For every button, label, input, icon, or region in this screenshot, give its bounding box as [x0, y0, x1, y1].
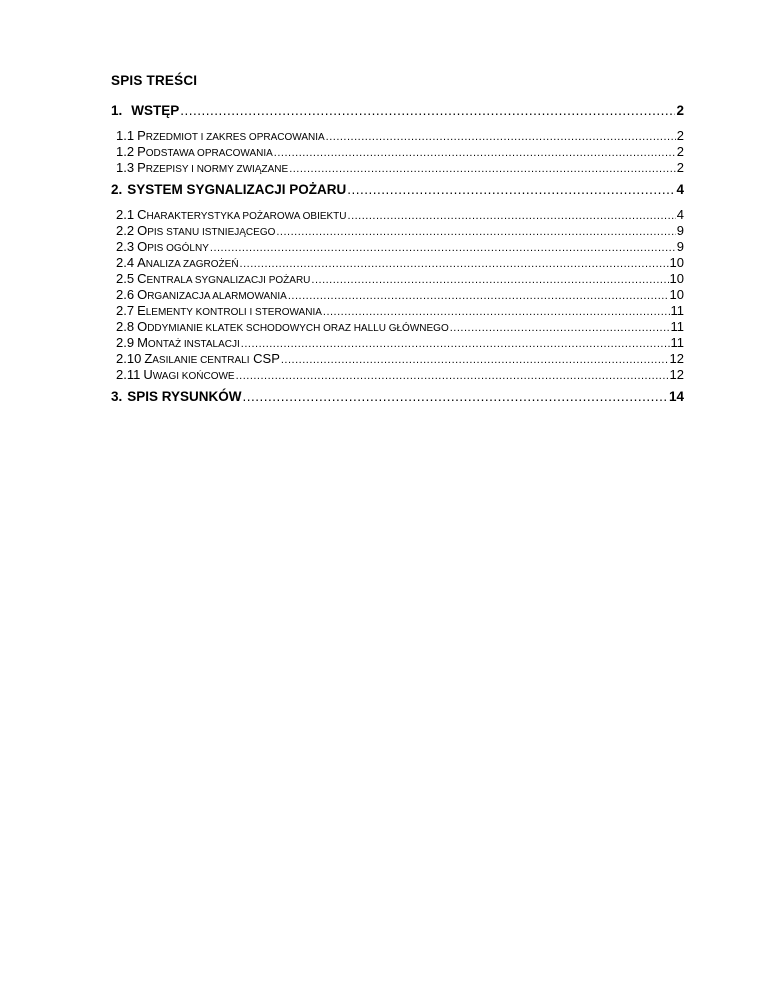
page-number: 10 — [669, 271, 684, 286]
dot-leader — [243, 389, 668, 404]
item-title: PRZEPISY I NORMY ZWIĄZANE — [137, 160, 289, 175]
dot-leader — [450, 322, 670, 334]
section-title: SPIS RYSUNKÓW — [127, 389, 242, 404]
page-number: 12 — [669, 351, 684, 366]
page-number: 4 — [676, 182, 684, 197]
toc-item-2-6[interactable] — [116, 287, 684, 302]
toc-item-2-9[interactable] — [116, 335, 684, 350]
page-number: 11 — [670, 303, 684, 318]
dot-leader — [236, 370, 669, 382]
item-title: ORGANIZACJA ALARMOWANIA — [137, 287, 287, 302]
item-title: OPIS STANU ISTNIEJĄCEGO — [137, 223, 276, 238]
toc-item-1-3[interactable] — [116, 160, 684, 175]
item-number: 1.3 — [116, 160, 135, 175]
item-number: 2.8 — [116, 319, 135, 334]
page-number: 14 — [668, 389, 684, 404]
section-title: WSTĘP — [131, 103, 180, 118]
toc-item-2-4[interactable] — [116, 255, 684, 270]
page-number: 9 — [676, 223, 684, 238]
toc-item-2-2[interactable] — [116, 223, 684, 238]
item-title: CHARAKTERYSTYKA POŻAROWA OBIEKTU — [137, 207, 347, 222]
page-number: 10 — [669, 287, 684, 302]
item-title: PODSTAWA OPRACOWANIA — [137, 144, 273, 159]
page-number: 2 — [676, 144, 684, 159]
item-title: ELEMENTY KONTROLI I STEROWANIA — [137, 303, 322, 318]
dot-leader — [180, 103, 675, 118]
dot-leader — [347, 182, 675, 197]
item-number: 2.4 — [116, 255, 135, 270]
toc-title: SPIS TREŚCI — [111, 73, 198, 88]
item-title: UWAGI KOŃCOWE — [143, 367, 235, 382]
item-number: 2.6 — [116, 287, 135, 302]
item-number: 2.1 — [116, 207, 135, 222]
item-title: OPIS OGÓLNY — [137, 239, 209, 254]
toc-item-2-7[interactable] — [116, 303, 684, 318]
dot-leader — [289, 163, 676, 175]
dot-leader — [311, 274, 668, 286]
page-number: 2 — [676, 128, 684, 143]
page-number: 2 — [676, 160, 684, 175]
item-title: ZASILANIE CENTRALI CSP — [144, 351, 280, 366]
dot-leader — [326, 131, 676, 143]
item-number: 2.10 — [116, 351, 142, 366]
item-number: 1.2 — [116, 144, 135, 159]
item-number: 2.3 — [116, 239, 135, 254]
item-title: PRZEDMIOT I ZAKRES OPRACOWANIA — [137, 128, 325, 143]
toc-section-3[interactable] — [111, 389, 684, 404]
toc-item-2-10[interactable] — [116, 351, 684, 366]
item-number: 2.7 — [116, 303, 135, 318]
dot-leader — [323, 306, 670, 318]
item-title: CENTRALA SYGNALIZACJI POŻARU — [137, 271, 311, 286]
item-title: ANALIZA ZAGROŻEŃ — [137, 255, 239, 270]
section-number: 3. — [111, 389, 123, 404]
toc-item-2-3[interactable] — [116, 239, 684, 254]
page-number: 11 — [670, 335, 684, 350]
section-number: 1. — [111, 103, 123, 118]
dot-leader — [210, 242, 676, 254]
page-number: 10 — [669, 255, 684, 270]
toc-item-2-11[interactable] — [116, 367, 684, 382]
item-title: ODDYMIANIE KLATEK SCHODOWYCH ORAZ HALLU GŁÓWNEGO — [137, 319, 449, 334]
toc-item-1-1[interactable] — [116, 128, 684, 143]
toc-section-2[interactable] — [111, 182, 684, 197]
item-number: 2.9 — [116, 335, 135, 350]
item-title: MONTAŻ INSTALACJI — [137, 335, 240, 350]
item-number: 2.11 — [116, 367, 141, 382]
item-number: 2.5 — [116, 271, 135, 286]
item-number: 2.2 — [116, 223, 135, 238]
section-number: 2. — [111, 182, 123, 197]
toc-item-2-5[interactable] — [116, 271, 684, 286]
item-number: 1.1 — [116, 128, 135, 143]
dot-leader — [276, 226, 675, 238]
toc-item-1-2[interactable] — [116, 144, 684, 159]
page-number: 4 — [676, 207, 684, 222]
dot-leader — [240, 258, 669, 270]
dot-leader — [348, 210, 676, 222]
toc-section-1[interactable] — [111, 103, 684, 118]
toc-item-2-8[interactable] — [116, 319, 684, 334]
dot-leader — [274, 147, 676, 159]
toc-item-2-1[interactable] — [116, 207, 684, 222]
page-number: 9 — [676, 239, 684, 254]
section-title: SYSTEM SYGNALIZACJI POŻARU — [127, 182, 347, 197]
dot-leader — [281, 354, 669, 366]
page-number: 2 — [676, 103, 684, 118]
dot-leader — [241, 338, 670, 350]
dot-leader — [288, 290, 669, 302]
page-number: 12 — [669, 367, 684, 382]
page-number: 11 — [670, 319, 684, 334]
